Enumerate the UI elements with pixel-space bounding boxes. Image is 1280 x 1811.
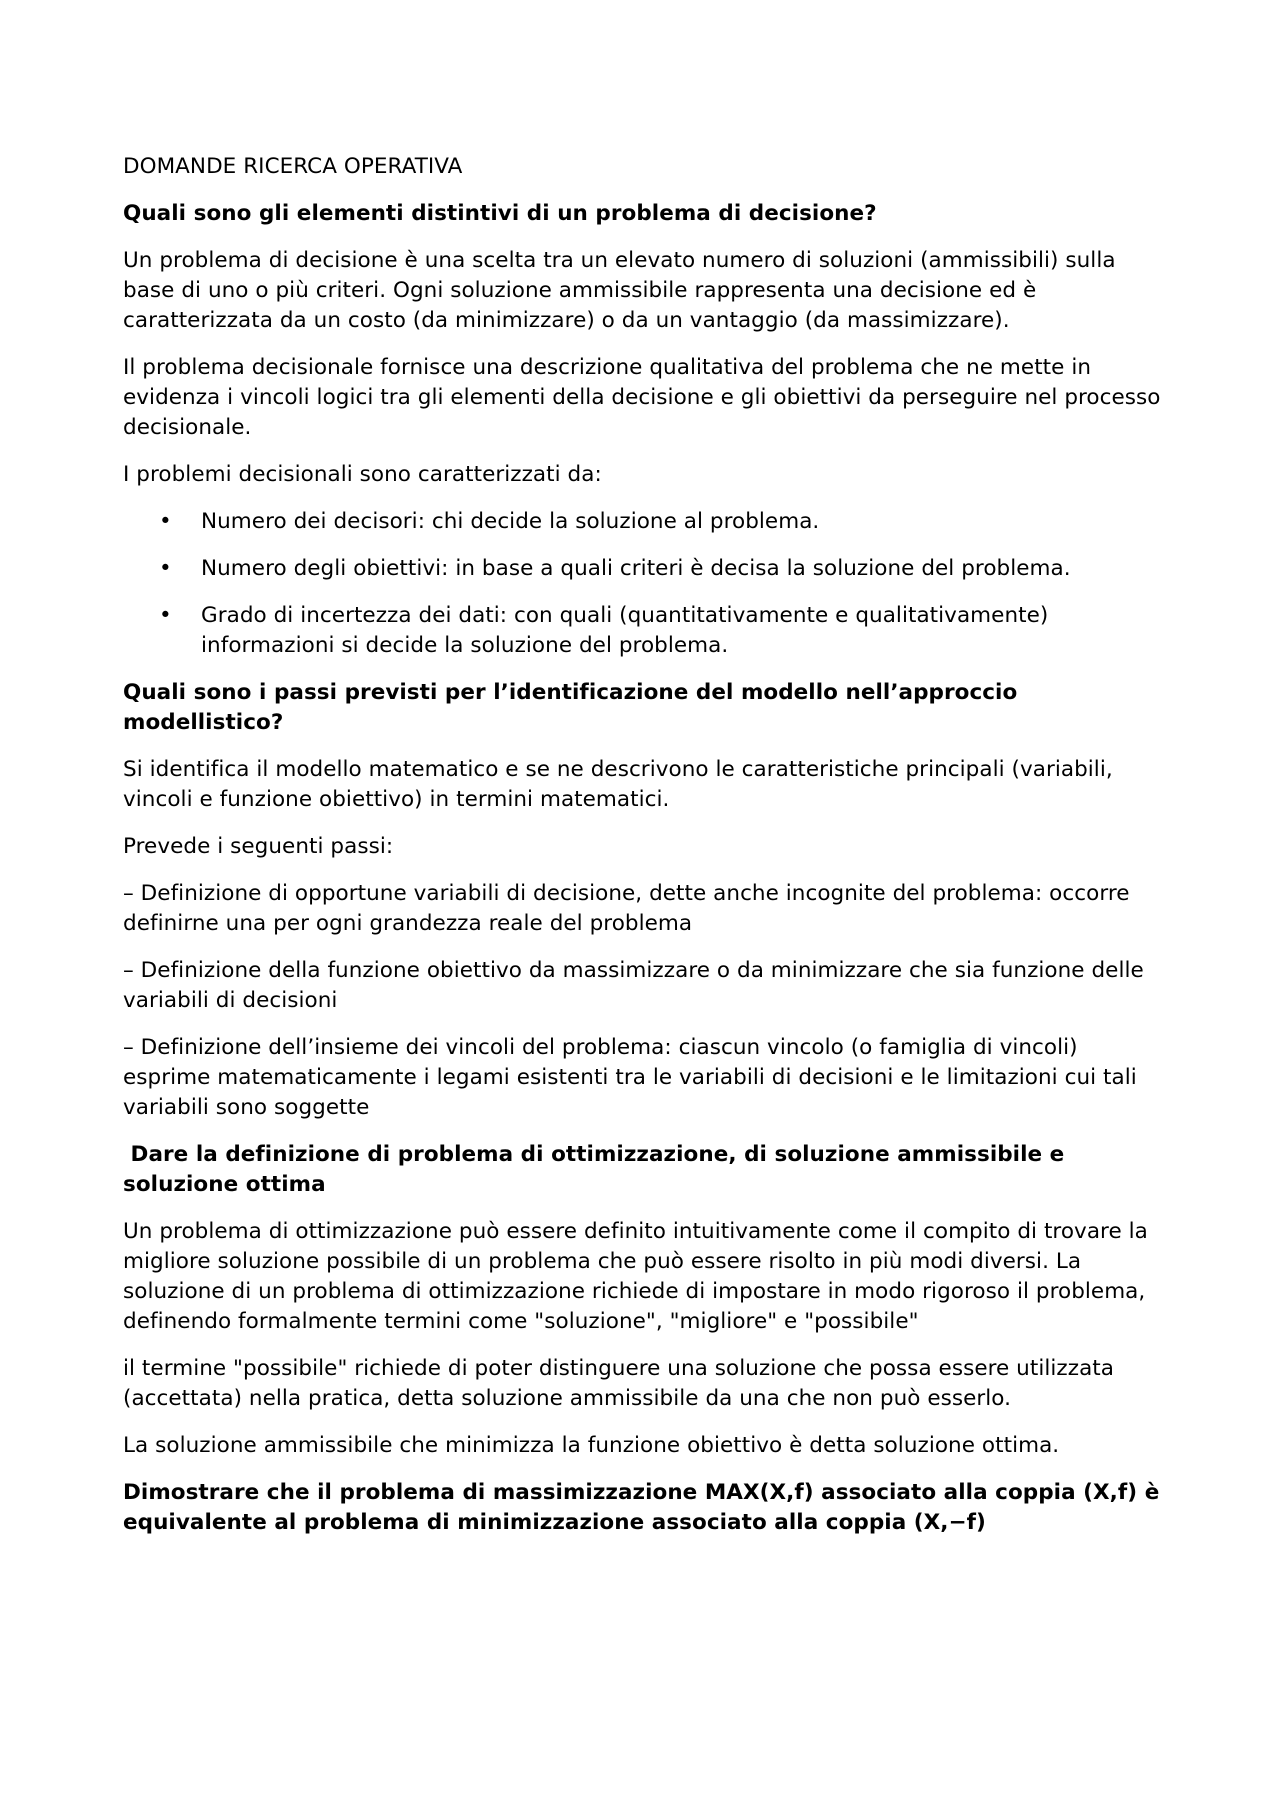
section-heading-max-min-equivalence: Dimostrare che il problema di massimizzazione MAX(X,f) associato alla coppia (X,f) è equivalente al problema di minimizzazione associato alla coppia (X,−f) — [123, 1480, 1160, 1535]
bullet-list — [123, 507, 1168, 661]
list-item — [123, 554, 1168, 584]
bullet-icon: • — [159, 509, 172, 534]
document-page — [123, 152, 1168, 1555]
bullet-icon: • — [159, 556, 172, 581]
paragraph: il termine "possibile" richiede di poter distinguere una soluzione che possa essere utilizzata (accettata) nella pratica, detta soluzione ammissibile da una che non può esserlo. — [123, 1356, 1115, 1411]
section-heading-optimization-definition: Dare la definizione di problema di ottimizzazione, di soluzione ammissibile e soluzione ottima — [123, 1142, 1072, 1197]
paragraph: – Definizione dell’insieme dei vincoli del problema: ciascun vincolo (o famiglia di vincoli) esprime matematicamente i legami esistenti tra le variabili di decisioni e le limitazioni cui tali variabili sono soggette — [123, 1035, 1137, 1120]
paragraph: Si identifica il modello matematico e se ne descrivono le caratteristiche principali (variabili, vincoli e funzione obiettivo) in termini matematici. — [123, 757, 1113, 812]
bullet-icon: • — [159, 603, 172, 628]
document-title: DOMANDE RICERCA OPERATIVA — [123, 154, 463, 179]
paragraph: – Definizione della funzione obiettivo da massimizzare o da minimizzare che sia funzione delle variabili di decisioni — [123, 958, 1144, 1013]
section-heading-decision-problem: Quali sono gli elementi distintivi di un problema di decisione? — [123, 201, 877, 226]
paragraph: I problemi decisionali sono caratterizzati da: — [123, 462, 602, 487]
section-heading-modeling-steps: Quali sono i passi previsti per l’identificazione del modello nell’approccio modellistico? — [123, 680, 1018, 735]
paragraph: Un problema di ottimizzazione può essere definito intuitivamente come il compito di trovare la migliore soluzione possibile di un problema che può essere risolto in più modi diversi. La soluzione di un problema di ottimizzazione richiede di impostare in modo rigoroso il problema, definendo formalmente termini come "soluzione", "migliore" e "possibile" — [123, 1219, 1148, 1334]
paragraph: Prevede i seguenti passi: — [123, 834, 394, 859]
list-item-text: Grado di incertezza dei dati: con quali (quantitativamente e qualitativamente) informazioni si decide la soluzione del problema. — [201, 603, 1049, 658]
paragraph: Un problema di decisione è una scelta tra un elevato numero di soluzioni (ammissibili) sulla base di uno o più criteri. Ogni soluzione ammissibile rappresenta una decisione ed è caratterizzata da un costo (da minimizzare) o da un vantaggio (da massimizzare). — [123, 248, 1116, 333]
list-item — [123, 601, 1168, 661]
list-item-text: Numero degli obiettivi: in base a quali criteri è decisa la soluzione del problema. — [201, 556, 1071, 581]
list-item — [123, 507, 1168, 537]
paragraph: – Definizione di opportune variabili di decisione, dette anche incognite del problema: occorre definirne una per ogni grandezza reale del problema — [123, 881, 1130, 936]
paragraph: Il problema decisionale fornisce una descrizione qualitativa del problema che ne mette in evidenza i vincoli logici tra gli elementi della decisione e gli obiettivi da perseguire nel processo decisionale. — [123, 355, 1161, 440]
paragraph: La soluzione ammissibile che minimizza la funzione obiettivo è detta soluzione ottima. — [123, 1433, 1060, 1458]
list-item-text: Numero dei decisori: chi decide la soluzione al problema. — [201, 509, 820, 534]
